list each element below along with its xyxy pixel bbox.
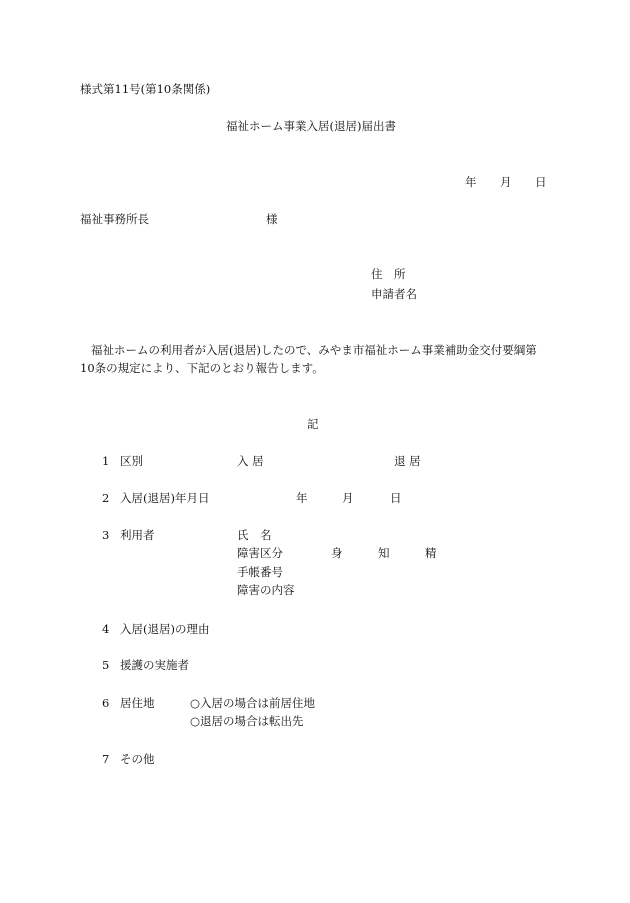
- residence-option-move-in: ○入居の場合は前居住地: [190, 696, 316, 710]
- date-day: 日: [390, 491, 402, 505]
- option-move-in: 入 居: [237, 454, 264, 468]
- item-label-residence: 居住地: [120, 696, 155, 710]
- form-number: 様式第11号(第10条関係): [80, 82, 211, 96]
- disability-class-label: 障害区分: [237, 546, 283, 560]
- user-name-label: 氏 名: [237, 528, 272, 542]
- item-number: 2: [102, 491, 110, 505]
- item-label-user: 利用者: [120, 528, 155, 542]
- notebook-number-label: 手帳番号: [237, 565, 283, 579]
- residence-option-move-out: ○退居の場合は転出先: [190, 714, 304, 728]
- date-month: 月: [342, 491, 354, 505]
- item-number: 1: [102, 454, 110, 468]
- ki-heading: 記: [307, 417, 319, 431]
- date-month: 月: [500, 175, 512, 189]
- item-number: 5: [102, 658, 110, 672]
- applicant-name-label: 申請者名: [371, 287, 417, 301]
- date-year: 年: [296, 491, 308, 505]
- date-day: 日: [535, 175, 547, 189]
- body-text-line-2: 10条の規定により、下記のとおり報告します。: [80, 361, 324, 375]
- date-year: 年: [465, 175, 477, 189]
- item-number: 6: [102, 696, 110, 710]
- applicant-address-label: 住 所: [371, 267, 406, 281]
- item-label-category: 区別: [120, 454, 143, 468]
- mental-disability-label: 精: [425, 546, 437, 560]
- item-label-date: 入居(退居)年月日: [120, 491, 210, 505]
- body-text-line-1: 福祉ホームの利用者が入居(退居)したので、みやま市福祉ホーム事業補助金交付要綱第: [91, 343, 537, 357]
- item-number: 4: [102, 622, 110, 636]
- document-title: 福祉ホーム事業入居(退居)届出書: [226, 119, 396, 133]
- item-label-other: その他: [120, 752, 155, 766]
- disability-detail-label: 障害の内容: [237, 583, 295, 597]
- addressee-label: 福祉事務所長: [80, 212, 149, 226]
- addressee-honorific: 様: [266, 212, 278, 226]
- item-label-reason: 入居(退居)の理由: [120, 622, 210, 636]
- item-label-support-provider: 援護の実施者: [120, 658, 189, 672]
- option-move-out: 退 居: [394, 454, 421, 468]
- intellectual-disability-label: 知: [378, 546, 390, 560]
- physical-disability-label: 身: [331, 546, 343, 560]
- item-number: 3: [102, 528, 110, 542]
- item-number: 7: [102, 752, 110, 766]
